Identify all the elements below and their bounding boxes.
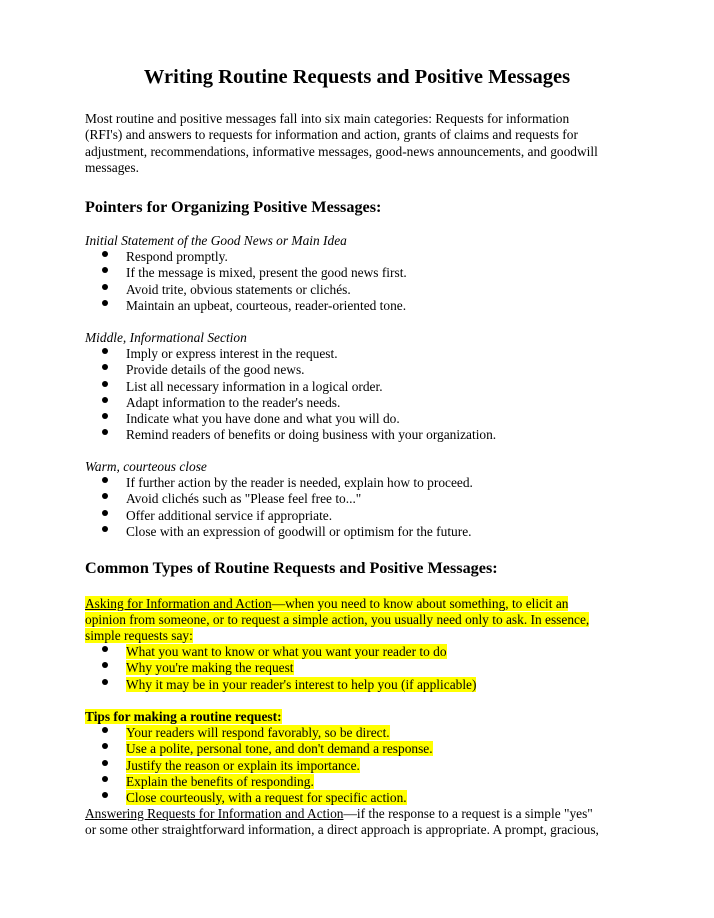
- group-label-initial: Initial Statement of the Good News or Main Idea: [85, 233, 347, 248]
- bullet-list-middle: [98, 346, 496, 444]
- bullet-icon: [102, 776, 108, 782]
- list-item: Why you're making the request: [98, 660, 476, 676]
- bullet-list-asking: [98, 644, 476, 693]
- list-item: Adapt information to the reader's needs.: [98, 395, 496, 411]
- bullet-icon: [102, 510, 108, 516]
- bullet-list-initial: [98, 249, 407, 314]
- bullet-icon: [102, 493, 108, 499]
- bullet-icon: [102, 413, 108, 419]
- list-item: Maintain an upbeat, courteous, reader-oriented tone.: [98, 298, 407, 314]
- intro-paragraph: [85, 111, 630, 176]
- list-item: Why it may be in your reader's interest to help you (if applicable): [98, 677, 476, 693]
- bullet-icon: [102, 429, 108, 435]
- bullet-icon: [102, 526, 108, 532]
- bullet-icon: [102, 792, 108, 798]
- answering-term: Answering Requests for Information and Action: [85, 806, 344, 821]
- bullet-icon: [102, 364, 108, 370]
- bullet-icon: [102, 646, 108, 652]
- list-item: Provide details of the good news.: [98, 362, 496, 378]
- list-item: Remind readers of benefits or doing business with your organization.: [98, 427, 496, 443]
- bullet-icon: [102, 679, 108, 685]
- bullet-icon: [102, 300, 108, 306]
- tips-heading: Tips for making a routine request:: [85, 709, 282, 724]
- list-item: Avoid clichés such as "Please feel free to...": [98, 491, 473, 507]
- list-item: Close with an expression of goodwill or optimism for the future.: [98, 524, 473, 540]
- intro-line: messages.: [85, 159, 139, 175]
- list-item: Indicate what you have done and what you will do.: [98, 411, 496, 427]
- list-item: Avoid trite, obvious statements or clichés.: [98, 282, 407, 298]
- intro-line: (RFI's) and answers to requests for information and action, grants of claims and requests for: [85, 127, 578, 143]
- asking-paragraph-line: simple requests say:: [85, 628, 193, 643]
- list-item: Explain the benefits of responding.: [98, 774, 433, 790]
- bullet-list-close: [98, 475, 473, 540]
- list-item: List all necessary information in a logical order.: [98, 379, 496, 395]
- bullet-icon: [102, 381, 108, 387]
- bullet-icon: [102, 743, 108, 749]
- answering-paragraph-line: Answering Requests for Information and Action—if the response to a request is a simple "yes": [85, 806, 593, 821]
- asking-term: Asking for Information and Action: [85, 596, 272, 611]
- bullet-icon: [102, 251, 108, 257]
- bullet-icon: [102, 760, 108, 766]
- list-item: What you want to know or what you want your reader to do: [98, 644, 476, 660]
- list-item: Your readers will respond favorably, so be direct.: [98, 725, 433, 741]
- bullet-icon: [102, 477, 108, 483]
- group-label-middle: Middle, Informational Section: [85, 330, 247, 345]
- list-item: Use a polite, personal tone, and don't demand a response.: [98, 741, 433, 757]
- bullet-icon: [102, 267, 108, 273]
- list-item: Justify the reason or explain its importance.: [98, 758, 433, 774]
- asking-paragraph-line: opinion from someone, or to request a simple action, you usually need only to ask. In essence,: [85, 612, 590, 627]
- bullet-icon: [102, 284, 108, 290]
- bullet-icon: [102, 397, 108, 403]
- list-item: If further action by the reader is needed, explain how to proceed.: [98, 475, 473, 491]
- section-heading-common-types: Common Types of Routine Requests and Positive Messages:: [85, 559, 498, 577]
- list-item: If the message is mixed, present the good news first.: [98, 265, 407, 281]
- list-item: Close courteously, with a request for specific action.: [98, 790, 433, 806]
- section-heading-pointers: Pointers for Organizing Positive Messages:: [85, 198, 382, 216]
- bullet-icon: [102, 348, 108, 354]
- group-label-close: Warm, courteous close: [85, 459, 207, 474]
- list-item: Offer additional service if appropriate.: [98, 508, 473, 524]
- list-item: Respond promptly.: [98, 249, 407, 265]
- list-item: Imply or express interest in the request.: [98, 346, 496, 362]
- asking-paragraph-line: Asking for Information and Action—when you need to know about something, to elicit an: [85, 596, 569, 611]
- bullet-icon: [102, 727, 108, 733]
- bullet-list-tips: [98, 725, 433, 806]
- answering-paragraph-line: or some other straightforward information, a direct approach is appropriate. A prompt, gracious,: [85, 822, 599, 837]
- intro-line: Most routine and positive messages fall into six main categories: Requests for information: [85, 111, 570, 126]
- page-title: Writing Routine Requests and Positive Messages: [143, 66, 571, 88]
- intro-line: adjustment, recommendations, informative messages, good-news announcements, and goodwill: [85, 143, 598, 159]
- bullet-icon: [102, 662, 108, 668]
